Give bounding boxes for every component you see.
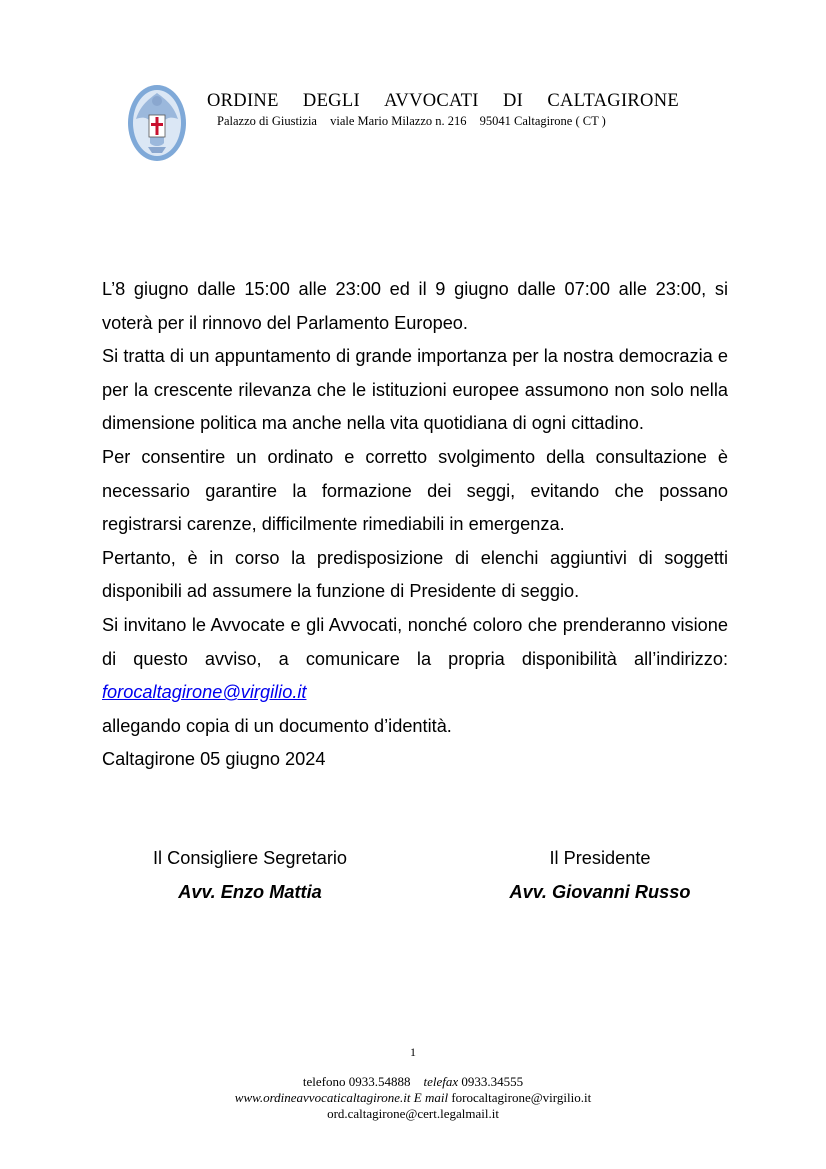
secretary-role: Il Consigliere Segretario [152, 848, 348, 868]
title-word: CALTAGIRONE [547, 91, 679, 111]
paragraph-invitation [102, 609, 728, 710]
president-role: Il Presidente [549, 848, 651, 868]
coat-of-arms-icon [126, 83, 188, 163]
title-word: DI [502, 91, 524, 111]
president-name: Avv. Giovanni Russo [509, 882, 691, 902]
paragraph-additional-lists: Pertanto, è in corso la predisposizione di elenchi aggiuntivi di soggetti disponibili ad assumere la funzione di Presidente di seggio. [102, 547, 728, 602]
organization-title [207, 91, 679, 112]
organization-address [217, 114, 677, 129]
paragraph-voting-dates: L’8 giugno dalle 15:00 alle 23:00 ed il 9 giugno dalle 07:00 alle 23:00, si voterà per il rinnovo del Parlamento Europeo. [102, 279, 728, 333]
notice-body [102, 273, 728, 777]
paragraph-attachment: allegando copia di un documento d’identità. [102, 715, 452, 736]
date-line: Caltagirone 05 giugno 2024 [102, 749, 326, 770]
website-link[interactable]: www.ordineavvocaticaltagirone.it [234, 1090, 411, 1105]
title-word: DEGLI [302, 91, 360, 111]
invitation-text: Si invitano le Avvocate e gli Avvocati, nonché coloro che prenderanno visione di questo avviso, a comunicare la propria disponibilità all’indirizzo: [102, 614, 728, 669]
footer-phone-line [0, 1074, 826, 1090]
paragraph-importance: Si tratta di un appuntamento di grande importanza per la nostra democrazia e per la crescente rilevanza che le istituzioni europee assumono non solo nella dimensione politica ma anche nella vita quotidiana di ogni cittadino. [102, 346, 728, 434]
signature-president [470, 844, 730, 912]
page-number: 1 [410, 1045, 416, 1059]
fax-number: 0933.34555 [461, 1074, 524, 1089]
email-label: E mail [413, 1090, 449, 1105]
phone-label: telefono [302, 1074, 346, 1089]
title-word: AVVOCATI [384, 91, 479, 111]
email-link[interactable]: forocaltagirone@virgilio.it [102, 682, 307, 703]
footer-contacts [0, 1074, 826, 1122]
signature-secretary [120, 844, 380, 912]
paragraph-polling-stations: Per consentire un ordinato e corretto svolgimento della consultazione è necessario garantire la formazione dei seggi, evitando che possano registrarsi carenze, difficilmente rimediabili in emergenza. [102, 446, 728, 535]
address-building: Palazzo di Giustizia [217, 114, 317, 128]
footer-pec-line[interactable]: ord.caltagirone@cert.legalmail.it [327, 1106, 499, 1121]
address-city: 95041 Caltagirone ( CT ) [479, 114, 606, 128]
title-word: ORDINE [207, 91, 279, 111]
footer-email[interactable]: forocaltagirone@virgilio.it [451, 1090, 592, 1105]
address-street: viale Mario Milazzo n. 216 [330, 114, 467, 128]
secretary-name: Avv. Enzo Mattia [178, 882, 322, 902]
fax-label: telefax [423, 1074, 459, 1089]
footer-web-line [0, 1090, 826, 1106]
phone-number: 0933.54888 [348, 1074, 411, 1089]
